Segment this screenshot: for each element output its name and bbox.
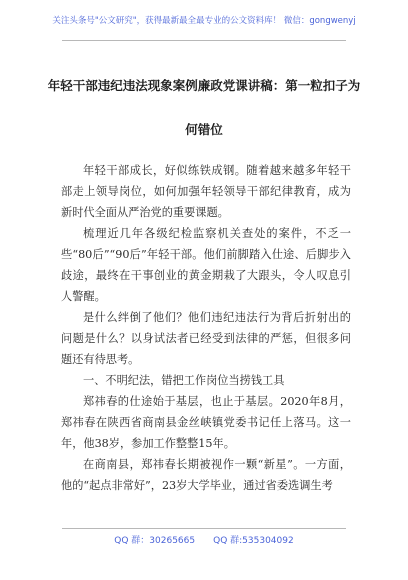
section-heading: 一、不明纪法，错把工作岗位当捞钱工具 bbox=[83, 374, 285, 387]
footer-qq-group-1: QQ 群：30265665 bbox=[114, 536, 196, 546]
document-title-line-2: 何错位 bbox=[185, 122, 223, 137]
document-body bbox=[61, 160, 351, 496]
paragraph: 郑祎春的仕途始于基层，也止于基层。2020年8月，郑祎春在陕西省商南县金丝峡镇党委书记任上落马。这一年，他38岁，参加工作整整15年。 bbox=[61, 395, 351, 450]
paragraph: 在商南县，郑祎春长期被视作一颗“新星”。一方面，他的“起点非常好”，23岁大学毕业，通过省委选调生考 bbox=[61, 458, 351, 492]
paragraph: 是什么绊倒了他们？他们违纪违法行为背后折射出的问题是什么？以身试法者已经受到法律的严惩，但很多问题还有待思考。 bbox=[61, 311, 351, 366]
header-banner: 关注头条号"公文研究"，获得最新最全最专业的公文资料库！ 微信：gongwenyj bbox=[52, 16, 356, 26]
footer bbox=[0, 533, 408, 546]
document-title-line-1: 年轻干部违纪违法现象案例廉政党课讲稿：第一粒扣子为 bbox=[47, 78, 361, 93]
header-divider bbox=[62, 40, 346, 41]
footer-qq-group-2: QQ 群:535304092 bbox=[213, 536, 294, 546]
footer-divider bbox=[62, 528, 346, 529]
paragraph: 年轻干部成长，好似练铁成钢。随着越来越多年轻干部走上领导岗位，如何加强年轻领导干部纪律教育，成为新时代全面从严治党的重要课题。 bbox=[61, 164, 351, 219]
paragraph: 梳理近几年各级纪检监察机关查处的案件，不乏一些“80后”“90后”年轻干部。他们前脚踏入仕途、后脚步入歧途，最终在干事创业的黄金期栽了大跟头，令人叹息引人警醒。 bbox=[61, 227, 351, 303]
